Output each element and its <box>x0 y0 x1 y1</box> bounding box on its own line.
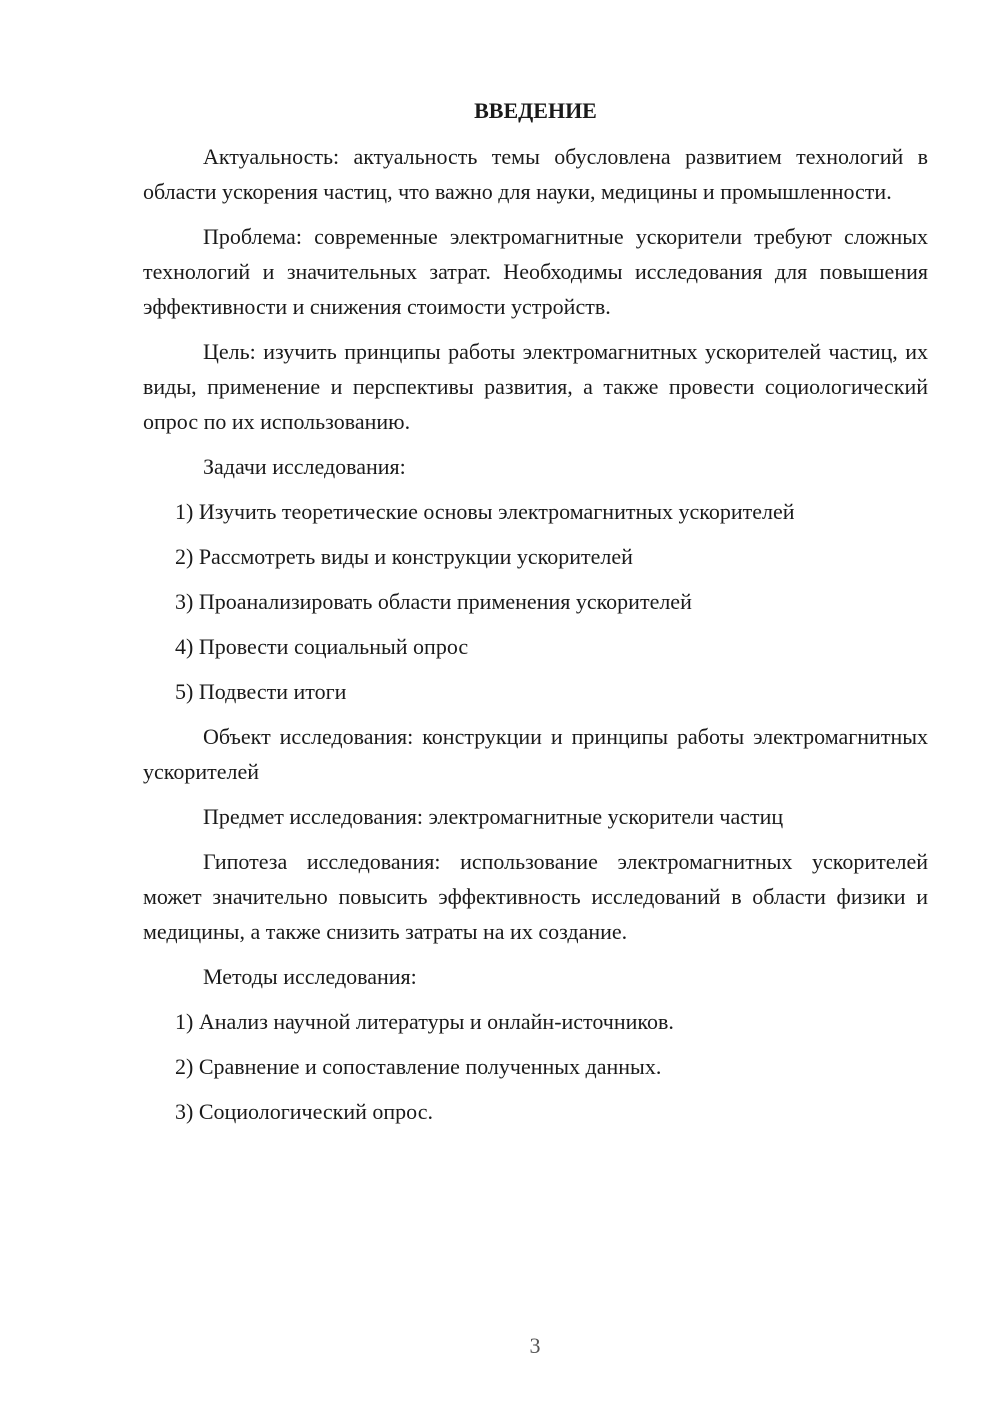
task-item: 3) Проанализировать области применения ускорителей <box>175 589 692 614</box>
relevance-paragraph: Актуальность: актуальность темы обусловлена развитием технологий в области ускорения частиц, что важно для науки, медицины и промышленности. <box>143 144 928 204</box>
object-paragraph: Объект исследования: конструкции и принципы работы электромагнитных ускорителей <box>143 724 928 784</box>
problem-paragraph: Проблема: современные электромагнитные ускорители требуют сложных технологий и значительных затрат. Необходимы исследования для повышения эффективности и снижения стоимости устройств. <box>143 224 928 319</box>
goal-paragraph: Цель: изучить принципы работы электромагнитных ускорителей частиц, их виды, применение и перспективы развития, а также провести социологический опрос по их использованию. <box>143 339 928 434</box>
method-item: 1) Анализ научной литературы и онлайн-источников. <box>175 1009 674 1034</box>
task-item: 2) Рассмотреть виды и конструкции ускорителей <box>175 544 633 569</box>
tasks-list <box>143 494 928 709</box>
methods-title: Методы исследования: <box>203 964 417 989</box>
task-item: 4) Провести социальный опрос <box>175 634 469 659</box>
task-item: 1) Изучить теоретические основы электромагнитных ускорителей <box>175 499 795 524</box>
document-page <box>143 93 928 1139</box>
tasks-title: Задачи исследования: <box>203 454 406 479</box>
section-heading: ВВЕДЕНИЕ <box>474 98 597 123</box>
page-number: 3 <box>529 1333 541 1358</box>
method-item: 2) Сравнение и сопоставление полученных данных. <box>175 1054 662 1079</box>
subject-paragraph: Предмет исследования: электромагнитные ускорители частиц <box>203 804 784 829</box>
methods-list <box>143 1004 928 1129</box>
hypothesis-paragraph: Гипотеза исследования: использование электромагнитных ускорителей может значительно повысить эффективность исследований в области физики и медицины, а также снизить затраты на их создание. <box>143 849 928 944</box>
task-item: 5) Подвести итоги <box>175 679 347 704</box>
method-item: 3) Социологический опрос. <box>175 1099 433 1124</box>
